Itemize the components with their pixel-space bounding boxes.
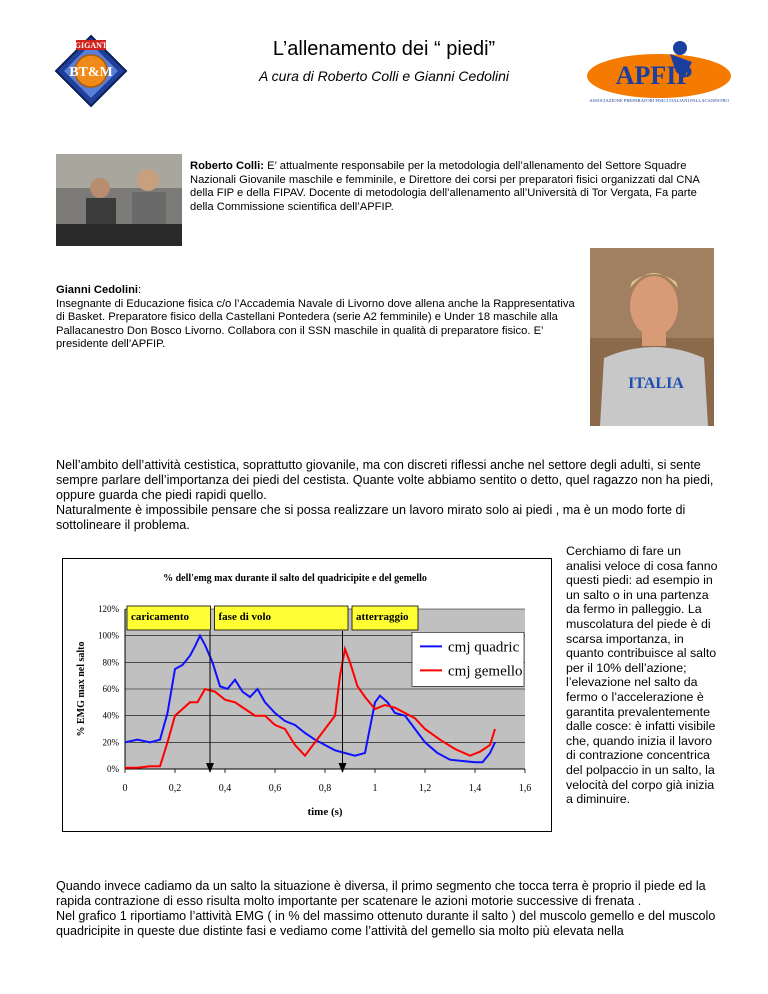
cedolini-name: Gianni Cedolini: [56, 284, 139, 296]
chart-x-tick: 1,6: [518, 783, 532, 794]
emg-chart-svg: [63, 559, 551, 831]
side-paragraph: Cerchiamo di fare un analisi veloce di cosa fanno questi piedi: ad esempio in un salto o in una partenza da fermo in palleggio. La muscolatura del piede è di scarsa importanza, in quanto contribuisce al salto per il 10% dell’azione; l’elevazione nel salto da fermo o l’accelerazione è garantita prevalentemente dalle cosce: è infatti visibile che, quando inizia il lavoro di contrazione concentrica del polpaccio in un salto, la velocità del corpo già inizia a diminuire.: [566, 544, 718, 807]
chart-xlabel: time (s): [307, 806, 343, 818]
chart-y-tick: 80%: [102, 657, 119, 668]
chart-x-tick: 0: [122, 783, 128, 794]
chart-x-tick: 1: [372, 783, 378, 794]
emg-chart: [62, 558, 552, 832]
colli-bio: [190, 160, 720, 214]
chart-y-tick: 100%: [98, 630, 119, 641]
intro-text-1: Nell’ambito dell’attività cestistica, soprattutto giovanile, ma con discreti riflessi anche nel settore degli adulti, si sente sempre parlare dell’importanza dei piedi del cestista. Quante volte abbiamo sentito o detto, quel ragazzo non ha piedi, oppure guarda che piedi rapidi quello.: [56, 458, 714, 502]
chart-legend-label: cmj gemello: [448, 663, 523, 680]
shirt-text: ITALIA: [628, 375, 684, 392]
page-subtitle: A cura di Roberto Colli e Gianni Cedolini: [258, 68, 510, 84]
svg-text:GIGANT: GIGANT: [74, 41, 108, 50]
colli-name: Roberto Colli:: [190, 160, 264, 172]
chart-x-tick: 1,4: [468, 783, 482, 794]
intro-text-2: Naturalmente è impossibile pensare che si possa realizzare un lavoro mirato solo ai piedi , ma è un modo forte di sottolineare il problema.: [56, 503, 686, 532]
outro-paragraph: [56, 879, 720, 939]
outro-text-2: Nel grafico 1 riportiamo l’attività EMG ( in % del massimo ottenuto durante il salto ) del muscolo gemello e del muscolo quadricipite in queste due distinte fasi e vediamo come l’attività del gemello sia molto più elevata nella: [56, 909, 716, 938]
gianni-cedolini-photo: [590, 248, 714, 426]
chart-x-tick: 0,4: [218, 783, 232, 794]
svg-text:BT&M: BT&M: [69, 65, 113, 80]
chart-ylabel: % EMG max nel salto: [76, 641, 87, 737]
chart-x-tick: 0,2: [168, 783, 182, 794]
roberto-colli-photo: [56, 154, 182, 246]
page-title: L’allenamento dei “ piedi”: [272, 38, 496, 60]
chart-legend-label: cmj quadric: [448, 639, 520, 656]
chart-title: % dell'emg max durante il salto del quadricipite e del gemello: [163, 573, 427, 584]
colli-bio-text: E’ attualmente responsabile per la metodologia dell’allenamento del Settore Squadre Nazionali Giovanile maschile e femminile, e Direttore dei corsi per preparatori fisici organizzati dal CNA della FIP e della FIPAV. Docente di metodologia dell’allenamento all’Università di Tor Vergata, Fa parte della Commissione scientifica dell’APFIP.: [190, 160, 700, 213]
outro-text-1: Quando invece cadiamo da un salto la situazione è diversa, il primo segmento che tocca terra è proprio il piede ed la rapida contrazione di esso risulta molto importante per scatenare le azioni motorie successive di frenata .: [56, 879, 706, 908]
chart-y-tick: 0%: [107, 764, 119, 774]
chart-phase-label: fase di volo: [218, 611, 272, 623]
cedolini-bio: Gianni Cedolini: Insegnante di Educazione fisica c/o l’Accademia Navale di Livorno dove allena anche la Rappresentativa di Basket. Preparatore fisico della Castellani Pontedera (serie A2 femminile) e Under 18 maschile alla Pallacanestro Don Bosco Livorno. Collabora con il SSN maschile in qualità di preparatore fisico. E’ presidente dell’APFIP.: [56, 284, 586, 352]
cedolini-bio-text: Insegnante di Educazione fisica c/o l’Accademia Navale di Livorno dove allena anche la Rappresentativa di Basket. Preparatore fisico della Castellani Pontedera (serie A2 femminile) e Under 18 maschile alla Pallacanestro Don Bosco Livorno. Collabora con il SSN maschile in qualità di preparatore fisico. E’ presidente dell’APFIP.: [56, 297, 575, 351]
chart-y-tick: 60%: [102, 684, 119, 694]
chart-phase-label: atterraggio: [356, 611, 409, 623]
chart-phase-label: caricamento: [131, 611, 190, 623]
chart-y-tick: 120%: [98, 604, 119, 614]
chart-x-tick: 1,2: [418, 783, 432, 794]
chart-x-tick: 0,8: [318, 783, 332, 794]
chart-x-tick: 0,6: [268, 783, 282, 794]
intro-paragraph: [56, 458, 720, 533]
apfip-logo: [584, 38, 734, 106]
svg-text:APFIP: APFIP: [615, 61, 693, 90]
chart-y-tick: 40%: [102, 710, 119, 721]
chart-y-tick: 20%: [102, 737, 119, 748]
svg-text:ASSOCIAZIONE PREPARATORI FISIC: ASSOCIAZIONE PREPARATORI FISICI ITALIANI PALLACANESTRO: [589, 98, 729, 103]
